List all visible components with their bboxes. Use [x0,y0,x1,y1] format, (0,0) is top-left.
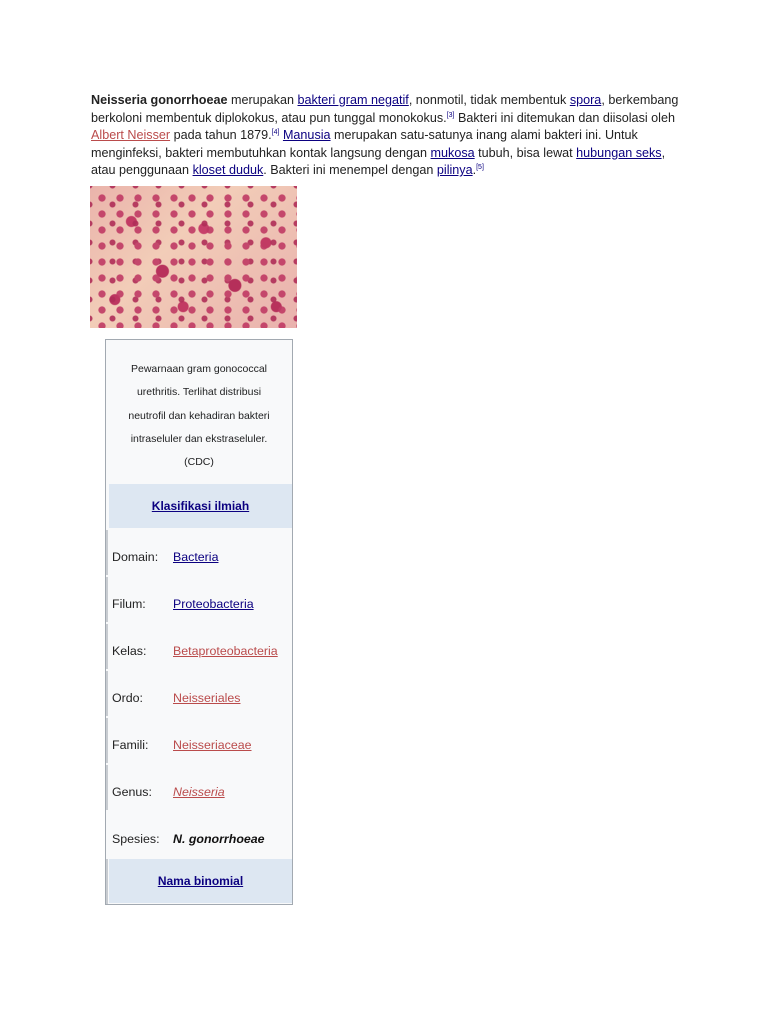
text: . Bakteri ini menempel dengan [263,163,437,177]
image-caption [106,358,292,474]
link-albert-neisser[interactable]: Albert Neisser [91,128,171,142]
row-divider [106,577,108,622]
taxon-row-ordo [112,688,292,708]
link-mukosa[interactable]: mukosa [430,145,475,160]
caption-line: intraseluler dan ekstraseluler. [130,432,268,445]
link-neisseriaceae[interactable]: Neisseriaceae [173,738,252,752]
row-label: Filum: [112,597,146,611]
row-label: Spesies: [112,832,160,846]
species-name-bold: Neisseria gonorrhoeae [91,93,228,107]
text: pada tahun 1879. [170,128,272,142]
link-pilinya[interactable]: pilinya [436,163,473,177]
text: . [472,163,477,177]
row-divider [106,530,108,575]
row-label: Genus: [112,785,152,799]
micrograph-texture [90,186,297,328]
row-label: Kelas: [112,644,147,658]
row-divider [106,765,108,810]
link-kloset-duduk[interactable]: kloset duduk [192,163,264,177]
taxon-row-spesies [112,829,292,849]
species-value: N. gonorrhoeae [173,832,265,846]
text: , berkembang berkoloni membentuk diplokokus, atau pun tunggal monokokus. [91,93,679,125]
taxobox [105,339,293,905]
row-label: Famili: [112,738,149,752]
caption-line: neutrofil dan kehadiran bakteri [128,409,270,422]
taxon-row-filum [112,594,292,614]
taxon-row-kelas [112,641,292,661]
text: Bakteri ini ditemukan dan diisolasi oleh [454,110,675,125]
link-manusia[interactable]: Manusia [282,128,331,142]
link-spora[interactable]: spora [569,93,602,107]
article-paragraph [91,92,691,180]
row-divider [106,624,108,669]
classification-header [109,484,292,528]
taxon-row-famili [112,735,292,755]
binomial-header [109,859,292,903]
citation-4[interactable]: [4] [271,128,280,136]
citation-5[interactable]: [5] [476,163,484,171]
text: , atau penggunaan [91,145,666,177]
taxon-row-domain [112,547,292,567]
row-divider [106,671,108,716]
text: merupakan satu-satunya inang alami bakteri ini. Untuk menginfeksi, bakteri membutuhkan kontak langsung dengan [91,128,638,160]
link-proteobacteria[interactable]: Proteobacteria [173,597,254,611]
row-label: Domain: [112,550,159,564]
row-label: Ordo: [112,691,143,705]
link-betaproteobacteria[interactable]: Betaproteobacteria [173,644,278,658]
caption-line: urethritis. Terlihat distribusi [136,386,262,399]
classification-header-link[interactable]: Klasifikasi ilmiah [151,499,250,513]
link-bakteri-gram-negatif[interactable]: bakteri gram negatif [297,93,409,107]
text: tubuh, bisa lewat [474,145,577,160]
link-bacteria[interactable]: Bacteria [173,550,219,564]
citation-3[interactable]: [3] [446,111,455,119]
taxon-row-genus [112,782,292,802]
link-neisseriales[interactable]: Neisseriales [173,691,241,705]
gram-stain-micrograph-image[interactable] [90,186,297,328]
binomial-header-link[interactable]: Nama binomial [157,874,244,888]
caption-line: (CDC) [184,456,214,469]
caption-line: Pewarnaan gram gonococcal [131,363,267,375]
row-divider [106,718,108,763]
text: merupakan [227,93,298,107]
link-neisseria[interactable]: Neisseria [173,785,225,799]
text: , nonmotil, tidak membentuk [408,93,570,107]
row-divider [106,859,108,904]
link-hubungan-seks[interactable]: hubungan seks [576,145,662,160]
